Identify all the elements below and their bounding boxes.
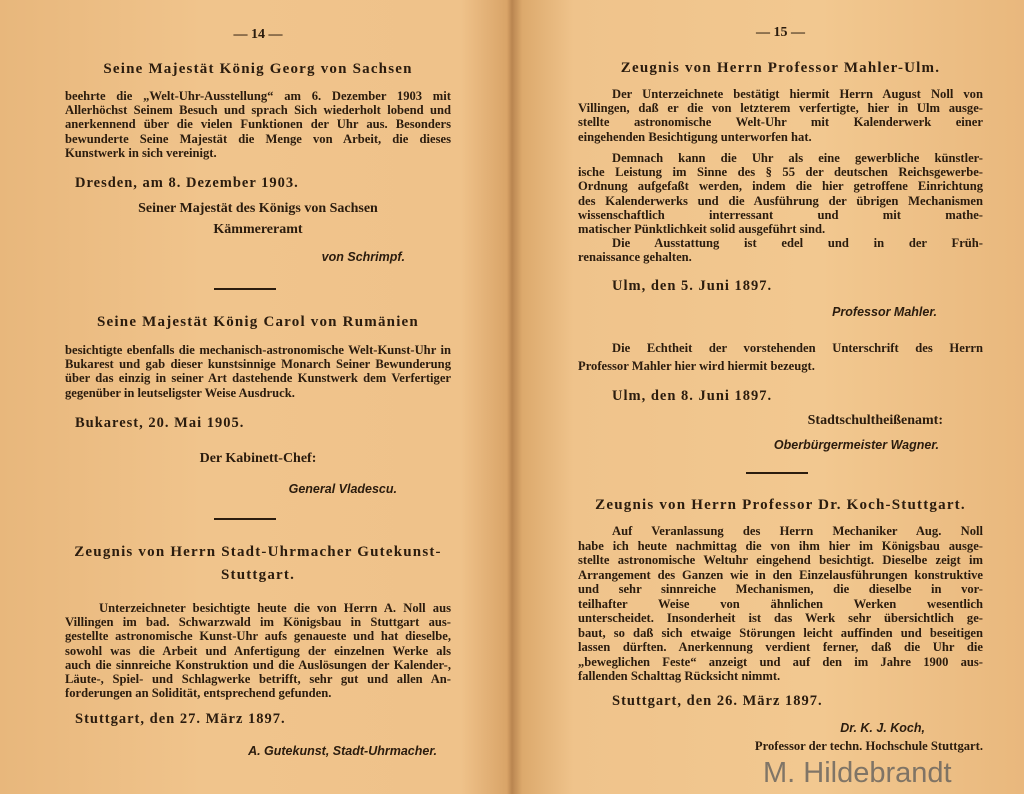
text-line: Die Ausstattung ist edel und in der Früh- <box>612 236 983 250</box>
place-date: Ulm, den 5. Juni 1897. <box>612 278 773 294</box>
signatory-title: Professor der techn. Hochschule Stuttgart. <box>754 739 983 753</box>
section-heading: Stuttgart. <box>220 567 296 583</box>
text-line: gestellte astronomische Kunst-Uhr aufs genaueste und hat dieselbe, <box>65 629 451 644</box>
paragraph <box>65 89 451 160</box>
office-line: Der Kabinett-Chef: <box>199 451 317 466</box>
text-line: und sehr sinnreiche Mechanismen, die dieselbe in vor- <box>578 582 983 596</box>
signature: Oberbürgermeister Wagner. <box>773 438 939 452</box>
text-line: Allerhöchst Seinem Besuch und sprach Sich wiederholt lobend und <box>65 103 451 118</box>
text-line: baut, so daß sich etwaige Störungen leicht auffinden und beseitigen <box>578 625 983 640</box>
office-line: Stadtschultheißenamt: <box>807 413 943 428</box>
text-line: fallenden Schalttag Rücksicht nimmt. <box>578 669 781 683</box>
place-date: Bukarest, 20. Mai 1905. <box>75 415 245 431</box>
text-line: gegenüber in leutseligster Weise Ausdruck. <box>65 385 295 400</box>
text-line: „beweglichen Feste“ anzeigt und auf den im Jahre 1900 aus- <box>578 654 983 669</box>
office-line: Kämmereramt <box>213 222 303 237</box>
paragraph <box>578 339 983 375</box>
section-heading: Seine Majestät König Georg von Sachsen <box>103 61 413 77</box>
text-line: forderungen an Solidität, entsprechend gefunden. <box>65 686 332 701</box>
signature: A. Gutekunst, Stadt-Uhrmacher. <box>248 744 437 758</box>
section-heading: Zeugnis von Herrn Professor Dr. Koch-Stuttgart. <box>595 497 966 513</box>
text-line: Bukarest und gab dieser kunstsinnige Monarch Seiner Bewunderung <box>65 357 451 372</box>
signature: Dr. K. J. Koch, <box>840 721 925 735</box>
divider <box>214 288 276 290</box>
left-page <box>65 0 451 794</box>
text-line: sowohl was die Arbeit und Anfertigung der einzelnen Werke als <box>65 643 451 658</box>
divider <box>746 472 808 474</box>
paragraph <box>578 151 983 236</box>
place-date: Stuttgart, den 26. März 1897. <box>612 693 823 709</box>
place-date: Dresden, am 8. Dezember 1903. <box>75 175 299 191</box>
watermark: M. Hildebrandt <box>763 757 952 789</box>
paragraph <box>578 87 983 144</box>
text-line: Auf Veranlassung des Herrn Mechaniker Aug. Noll <box>612 524 983 538</box>
text-line: Professor Mahler hier wird hiermit bezeugt. <box>578 359 815 373</box>
text-line: Demnach kann die Uhr als eine gewerbliche künstler- <box>612 151 983 165</box>
text-line: beehrte die „Welt-Uhr-Ausstellung“ am 6. Dezember 1903 mit <box>65 89 451 103</box>
text-line: unterscheidet. Insonderheit ist das Werk sehr übersichtlich ge- <box>578 611 983 625</box>
right-page <box>578 0 983 794</box>
text-line: des Kalenderwerks und die Ausführung der übrigen Mechanismen <box>578 193 983 208</box>
page-number: — 14 — <box>233 27 283 42</box>
paragraph <box>578 524 983 684</box>
place-date: Stuttgart, den 27. März 1897. <box>75 711 286 727</box>
text-line: anerkennend über die vielen Funktionen der Uhr aus. Besonders <box>65 117 451 132</box>
text-line: ische Leistung im Sinne des § 55 der deutschen Reichsgewerbe- <box>578 165 983 180</box>
page-number: — 15 — <box>756 25 805 40</box>
text-line: renaissance gehalten. <box>578 250 692 265</box>
text-line: eingehenden Besichtigung unterworfen hat. <box>578 129 812 144</box>
text-line: Kunstwerk in sich vereinigt. <box>65 145 217 160</box>
section-heading: Seine Majestät König Carol von Rumänien <box>97 314 419 330</box>
paragraph <box>578 236 983 264</box>
section-heading: Zeugnis von Herrn Stadt-Uhrmacher Gutekunst- <box>74 544 442 560</box>
text-line: besichtigte ebenfalls die mechanisch-astronomische Welt-Kunst-Uhr in <box>65 343 451 357</box>
text-line: über das einzig in seiner Art dastehende Kunstwerk dem Verfertiger <box>65 371 451 386</box>
text-line: bewunderte Seine Majestät die Menge von Arbeit, die dieses <box>65 131 451 146</box>
paragraph <box>65 343 451 400</box>
text-line: habe ich heute nachmittag die von ihm hier im Königsbau ausge- <box>578 538 983 553</box>
divider <box>214 518 276 520</box>
signature: Professor Mahler. <box>832 305 937 319</box>
signature: von Schrimpf. <box>321 250 405 264</box>
text-line: Ordnung aufgefaßt werden, indem die hier getroffene Einrichtung <box>578 179 983 194</box>
section-heading: Zeugnis von Herrn Professor Mahler-Ulm. <box>620 60 941 76</box>
text-line: Arrangement des Ganzen wie in den Einzelausführungen konstruktive <box>578 567 983 582</box>
place-date: Ulm, den 8. Juni 1897. <box>612 388 773 404</box>
signature: General Vladescu. <box>288 482 397 496</box>
paragraph <box>65 601 451 700</box>
text-line: wissenschaftlich interressant und mit mathe- <box>578 207 983 222</box>
text-line: stellte astronomische Weltuhr eingehend besichtigt. Dieselbe zeigt im <box>578 553 983 567</box>
text-line: Läute-, Spiel- und Schlagwerke betrifft, sehr gut und allen An- <box>65 672 451 687</box>
text-line: stellte astronomische Welt-Uhr mit Kalenderwerk einer <box>578 115 983 130</box>
text-line: Villingen im bad. Schwarzwald im Königsbau in Stuttgart aus- <box>65 615 451 630</box>
text-line: Der Unterzeichnete bestätigt hiermit Herrn August Noll von <box>612 87 983 101</box>
text-line: matischer Pünktlichkeit solid ausgeführt sind. <box>578 222 826 237</box>
text-line: teilhafter Weise von ähnlichen Werken wesentlich <box>578 596 983 611</box>
text-line: auch die sinnreiche Konstruktion und die Auslösungen der Kalender-, <box>65 657 451 672</box>
text-line: Unterzeichneter besichtigte heute die von Herrn A. Noll aus <box>99 601 451 615</box>
office-line: Seiner Majestät des Königs von Sachsen <box>138 201 378 216</box>
text-line: lassen dürften. Anerkennung verdient ferner, daß die Uhr die <box>578 640 983 654</box>
text-line: Villingen, daß er die von letzterem verfertigte, hier in Ulm ausge- <box>578 101 983 116</box>
text-line: Die Echtheit der vorstehenden Unterschrift des Herrn <box>612 341 983 355</box>
